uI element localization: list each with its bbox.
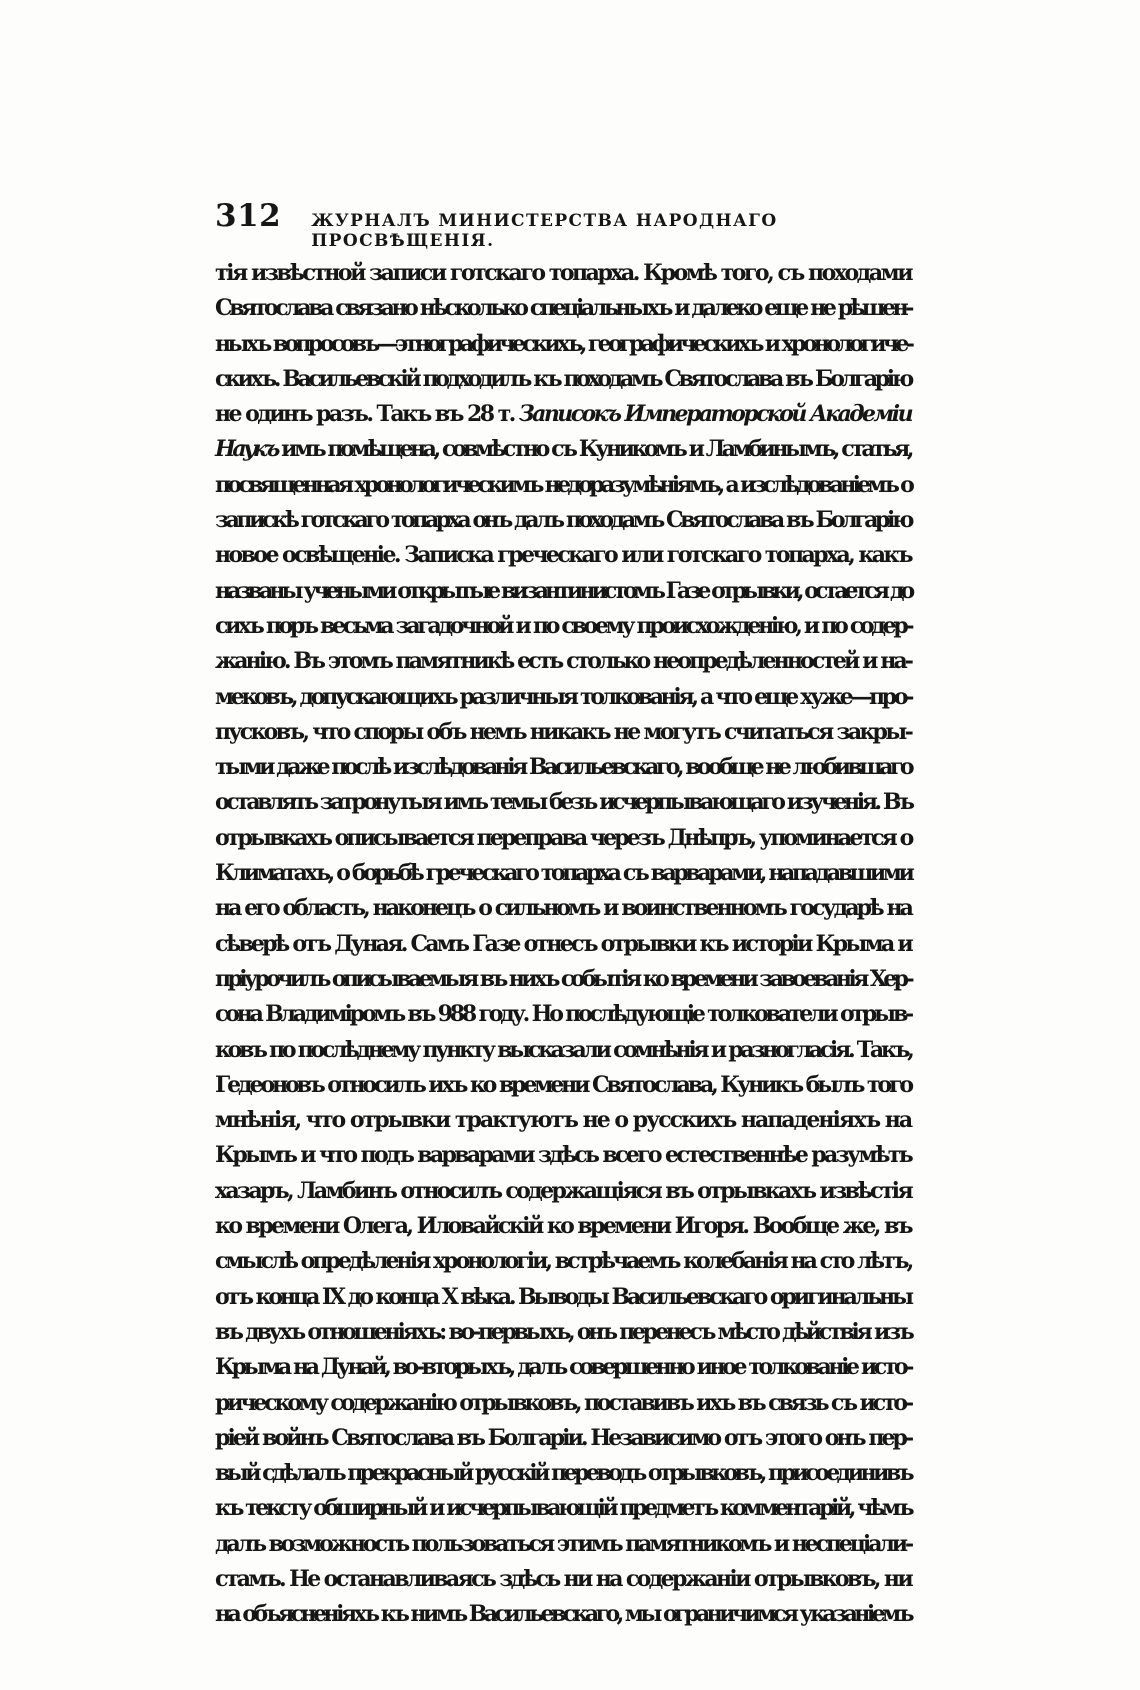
text-line: Климатахъ, о борьбѣ греческаго топарха съ варварами, нападавшими — [215, 860, 912, 887]
text-line: названы учеными открытые византинистомъ Газе отрывки, остается до — [215, 577, 912, 604]
text-line: новое освѣщеніе. Записка греческаго или готскаго топарха, какъ — [215, 542, 911, 569]
text-line — [215, 397, 911, 432]
text-line: рическому содержанію отрывковъ, поставивъ ихъ въ связь съ исто- — [215, 1389, 911, 1416]
text-line: Крыма на Дунай, во-вторыхъ, далъ совершенно иное толкованіе исто- — [215, 1354, 911, 1381]
body-text — [215, 256, 911, 1633]
text-line: отрывкахъ описывается переправа черезъ Днѣпръ, упоминается о — [215, 824, 912, 851]
text-line: къ тексту обширный и исчерпывающій предметъ комментарій, чѣмъ — [215, 1495, 911, 1522]
text-line: посвященная хронологическимъ недоразумѣніямъ, а изслѣдованіемъ о — [215, 471, 912, 498]
text-line: тія извѣстной записи готскаго топарха. Кромѣ того, съ походами — [215, 260, 912, 286]
running-title: ЖУРНАЛЪ МИНИСТЕРСТВА НАРОДНАГО ПРОСВѢЩЕНІЯ. — [311, 211, 778, 251]
page-header — [215, 198, 915, 251]
text-line: отъ конца IX до конца X вѣка. Выводы Васильевскаго оригинальны — [215, 1283, 911, 1310]
text-line: мековъ, допускающихъ различныя толкованія, а что еще хуже—про- — [215, 683, 911, 710]
text-line: стамъ. Не останавливаясь здѣсь ни на содержаніи отрывковъ, ни — [215, 1565, 911, 1592]
text-line: Святослава связано нѣсколько спеціальныхъ и далеко еще не рѣшен- — [215, 295, 911, 322]
text-line: сѣверѣ отъ Дуная. Самъ Газе отнесъ отрывки къ исторіи Крыма и — [215, 930, 911, 957]
italic-title: Записокъ Императорской Академіи — [518, 401, 911, 428]
text-line: вый сдѣлалъ прекрасный русскій переводъ отрывковъ, присоединивъ — [215, 1460, 911, 1487]
text-line: тыми даже послѣ изслѣдованія Васильевскаго, вообще не любившаго — [215, 754, 911, 781]
text-line: ко времени Олега, Иловайскій ко времени Игоря. Вообще же, въ — [215, 1213, 911, 1240]
text-line: скихъ. Васильевскій подходилъ къ походамъ Святослава въ Болгарію — [215, 365, 911, 392]
text-segment: не одинъ разъ. Такъ въ 28 т. — [215, 401, 519, 428]
text-line: ріей войнъ Святослава въ Болгаріи. Независимо отъ этого онъ пер- — [215, 1424, 912, 1451]
text-line: ныхъ вопросовъ—этнографическихъ, географическихъ и хронологиче- — [215, 330, 912, 357]
text-line: въ двухъ отношеніяхъ: во-первыхъ, онъ перенесъ мѣсто дѣйствія изъ — [215, 1318, 912, 1345]
text-line: пусковъ, что споры объ немъ никакъ не могутъ считаться закры- — [215, 718, 911, 745]
text-line: жанію. Въ этомъ памятникѣ есть столько неопредѣленностей и на- — [215, 648, 911, 675]
text-line: сона Владиміромъ въ 988 году. Но послѣдующіе толкователи отрыв- — [215, 1001, 911, 1028]
page-number: 312 — [215, 198, 282, 234]
text-line: пріурочилъ описываемыя въ нихъ событія ко времени завоеванія Хер- — [215, 965, 911, 992]
text-line: Гедеоновъ относилъ ихъ ко времени Святослава, Куникъ былъ того — [215, 1071, 911, 1098]
text-line: на объясненіяхъ къ нимъ Васильевскаго, мы ограничимся указаніемъ — [215, 1601, 911, 1628]
text-line: сихъ поръ весьма загадочной и по своему происхожденію, и по содер- — [215, 612, 912, 639]
text-line: Крымъ и что подъ варварами здѣсь всего естественнѣе разумѣть — [215, 1142, 911, 1169]
text-line: смыслѣ опредѣленія хронологіи, встрѣчаемъ колебанія на сто лѣтъ, — [215, 1248, 912, 1275]
text-line — [215, 432, 911, 467]
italic-title: Наукъ — [215, 436, 277, 463]
text-line: хазаръ, Ламбинъ относилъ содержащіяся въ отрывкахъ извѣстія — [215, 1177, 911, 1204]
text-line: мнѣнія, что отрывки трактуютъ не о русскихъ нападеніяхъ на — [215, 1107, 912, 1134]
text-line: ковъ по послѣднему пункту высказали сомнѣнія и разногласія. Такъ, — [215, 1036, 912, 1063]
text-line: оставлять затронутыя имъ темы безъ исчерпывающаго изученія. Въ — [215, 789, 912, 816]
text-line: далъ возможность пользоваться этимъ памятникомъ и неспеціали- — [215, 1530, 911, 1557]
text-segment: имъ помѣщена, совмѣстно съ Куникомъ и Ламбинымъ, статья, — [276, 436, 912, 463]
text-line: запискѣ готскаго топарха онъ далъ походамъ Святослава въ Болгарію — [215, 507, 911, 534]
text-line: на его область, наконецъ о сильномъ и воинственномъ государѣ на — [215, 895, 911, 922]
